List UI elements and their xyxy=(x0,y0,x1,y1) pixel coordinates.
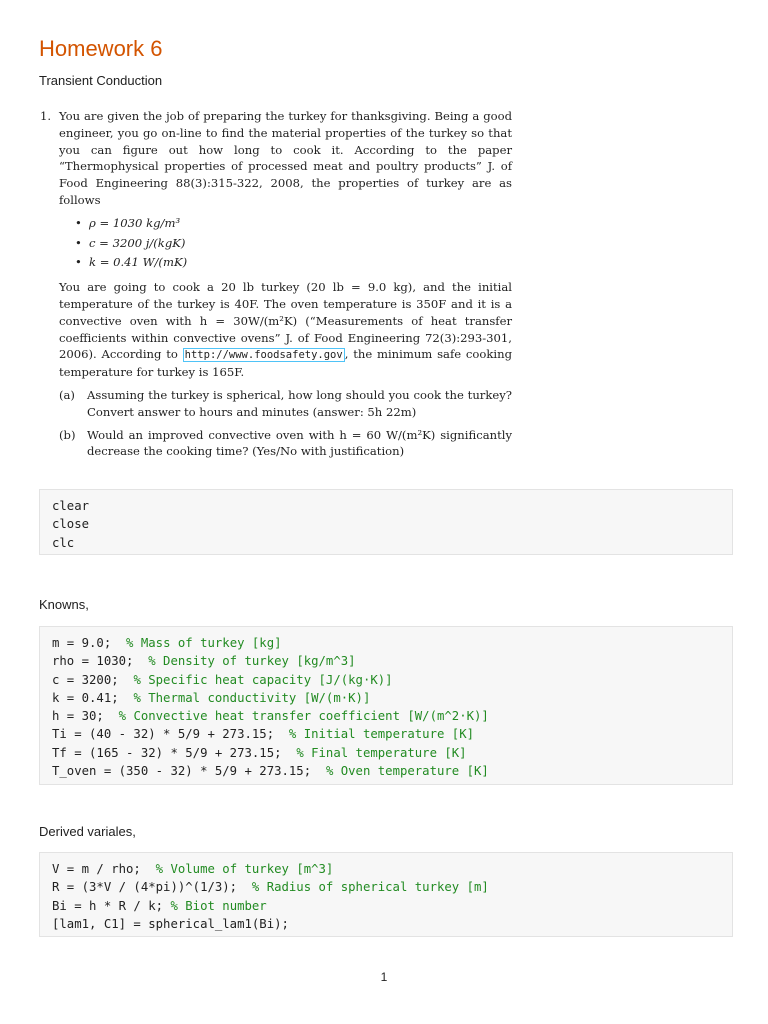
code-comment: % Biot number xyxy=(170,898,267,913)
code-line xyxy=(52,534,720,552)
code-line xyxy=(52,707,720,725)
code-line xyxy=(52,897,720,915)
code-text: Bi = h * R / k; xyxy=(52,898,171,913)
code-block-derived[interactable] xyxy=(39,852,733,937)
code-line xyxy=(52,725,720,743)
code-text: Tf = (165 - 32) * 5/9 + 273.15; xyxy=(52,745,297,760)
part-a-text: Assuming the turkey is spherical, how long should you cook the turkey? Convert answer to hours and minutes (answer: 5h 22m) xyxy=(87,387,512,419)
code-line xyxy=(52,634,720,652)
code-line xyxy=(52,744,720,762)
knowns-label: Knowns, xyxy=(39,597,89,612)
code-text: m = 9.0; xyxy=(52,636,127,650)
property-conductivity: • k = 0.41 W/(mK) xyxy=(75,254,512,271)
code-text: [lam1, C1] = spherical_lam1(Bi); xyxy=(52,916,289,931)
code-line xyxy=(52,762,720,780)
code-comment: % Thermal conductivity [W/(m·K)] xyxy=(133,690,371,705)
code-text: k = 0.41; xyxy=(52,690,134,705)
code-comment: % Density of turkey [kg/m^3] xyxy=(148,654,356,669)
code-comment: % Oven temperature [K] xyxy=(325,764,489,779)
property-list xyxy=(59,215,512,271)
derived-label: Derived variales, xyxy=(39,824,136,839)
code-text: R = (3*V / (4*pi))^(1/3); xyxy=(52,880,252,895)
part-a xyxy=(59,387,512,421)
code-line xyxy=(52,915,720,933)
code-text: V = m / rho; xyxy=(52,862,156,876)
code-line xyxy=(52,878,720,896)
code-text: Ti = (40 - 32) * 5/9 + 273.15; xyxy=(52,727,289,742)
code-text: T_oven = (350 - 32) * 5/9 + 273.15; xyxy=(52,764,326,779)
part-a-label: (a) xyxy=(59,387,75,402)
paragraph-2-text: You are going to cook a 20 lb turkey (20 lb = 9.0 kg), and the initial temperature of the turkey is 40F. The oven temperature is 350F and it is a convective oven with h = 30W/(m²K) (“Measurements of heat transfer coefficients within convective ovens” J. of Food Engineering 72(3):293-301, 2006). According to xyxy=(59,280,512,362)
code-comment: % Specific heat capacity [J/(kg·K)] xyxy=(133,672,393,687)
code-comment: % Mass of turkey [kg] xyxy=(126,636,282,650)
property-specific-heat: • c = 3200 j/(kgK) xyxy=(75,235,512,252)
code-block-setup[interactable] xyxy=(39,489,733,555)
code-line xyxy=(52,515,720,533)
code-comment: % Initial temperature [K] xyxy=(288,727,475,742)
code-comment: % Radius of spherical turkey [m] xyxy=(251,880,489,895)
code-comment: % Final temperature [K] xyxy=(296,745,467,760)
code-text: clc xyxy=(52,535,75,550)
part-b xyxy=(59,427,512,461)
foodsafety-link[interactable]: http://www.foodsafety.gov xyxy=(184,349,343,362)
code-text: close xyxy=(52,517,90,532)
code-line xyxy=(52,689,720,707)
problem-statement xyxy=(40,108,512,460)
code-text: rho = 1030; xyxy=(52,654,149,669)
page-title: Homework 6 xyxy=(39,36,163,61)
part-b-label: (b) xyxy=(59,427,76,442)
code-line xyxy=(52,652,720,670)
paragraph-2-tail: , the minimum safe cooking temperature for turkey is 165F. xyxy=(59,347,512,380)
code-line xyxy=(52,497,720,515)
code-text: clear xyxy=(52,499,90,513)
code-text: c = 3200; xyxy=(52,672,134,687)
part-b-text: Would an improved convective oven with h = 60 W/(m²K) significantly decrease the cooking time? (Yes/No with justification) xyxy=(87,427,512,459)
code-block-knowns[interactable] xyxy=(39,626,733,785)
code-line xyxy=(52,860,720,878)
page-number: 1 xyxy=(380,970,388,984)
code-comment: % Volume of turkey [m^3] xyxy=(155,862,334,876)
problem-number: 1. xyxy=(40,109,52,123)
problem-paragraph-2 xyxy=(59,279,512,381)
code-line xyxy=(52,671,720,689)
problem-intro: You are given the job of preparing the turkey for thanksgiving. Being a good engineer, you go on-line to find the material properties of the turkey so that you can figure out how long to cook it. According to the paper “Thermophysical properties of processed meat and poultry products” J. of Food Engineering 88(3):315-322, 2008, the properties of turkey are as follows xyxy=(59,109,512,207)
page-subtitle: Transient Conduction xyxy=(39,73,163,88)
property-density: • ρ = 1030 kg/m³ xyxy=(75,215,512,232)
code-text: h = 30; xyxy=(52,709,119,724)
code-comment: % Convective heat transfer coefficient [W/(m^2·K)] xyxy=(118,709,489,724)
